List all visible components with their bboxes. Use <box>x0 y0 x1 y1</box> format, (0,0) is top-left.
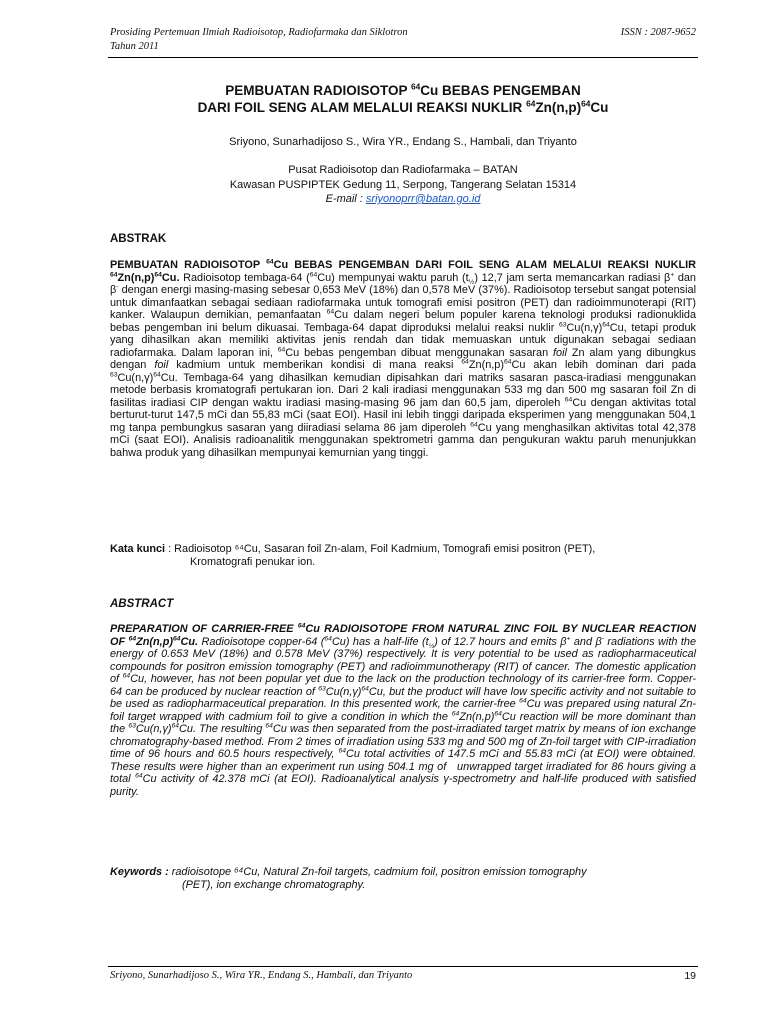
abstract-keywords-label: Keywords : <box>110 866 169 878</box>
footer-authors: Sriyono, Sunarhadijoso S., Wira YR., Endang S., Hambali, dan Triyanto <box>110 970 413 981</box>
email-link[interactable]: sriyonoprr@batan.go.id <box>365 193 481 205</box>
title-line-2: DARI FOIL SENG ALAM MELALUI REAKSI NUKLIR $^{64}Zn(n,p)^{64}Cu$ <box>197 98 609 115</box>
affiliation <box>110 163 696 207</box>
author-list: Sriyono, Sunarhadijoso S., Wira YR., Endang S., Hambali, dan Triyanto <box>229 136 577 148</box>
affiliation-address: Kawasan PUSPIPTEK Gedung 11, Serpong, Tangerang Selatan 15314 <box>229 178 577 191</box>
abstract-body: PREPARATION OF CARRIER-FREE $^{64}$Cu RADIOISOTOPE FROM NATURAL ZINC FOIL BY NUCLEAR REACTION OF $^{64}Zn(n,p)^{64}Cu$. Radioisotope copper-64 ($^{64}$Cu) has a half-life $(t_{\frac{1}{2}})$ of 12.7 hours and emits β+ and β- radiations with the energy of 0.653 MeV (18%) and 0.578 MeV (37%) respectively. It is very potential to be used as radiopharmaceutical compounds for positron emission tomography (PET) and radioimmunotherapy (RIT) of cancer. The domestic application of $^{64}$Cu, however, has not been popular yet due to the lack on the production technology of its carrier-free form. Copper-64 can be produced by nuclear reaction of $^{63}Cu(n,\gamma)^{64}Cu$, but the product will have low specific activity and not suitable to be used as radiopharmaceutical preparation. In this presented work, the carrier-free $^{64}$Cu was prepared using natural Zn-foil target wrapped with cadmium foil to give a condition in which the $^{64}Zn(n,p)^{64}Cu$ reaction will be more dominant than the $^{63}Cu(n,\gamma)^{64}Cu$. The resulting $^{64}$Cu was then separated from the post-irradiated target matrix by means of ion exchange chromatography-based method. From 2 times of irradiation using 533 mg and 500 mg of Zn-foil target with CIP-irradiation time of 96 hours and 60.5 hours respectively, $^{64}$Cu total activities of 147.5 mCi and 55.83 mCi (at EOI) were obtained. These results were higher than an experiment run using 504.1 mg of unwrapped target irradiated for 86 hours giving a total $^{64}$Cu activity of 42.378 mCi (at EOI). Radioanalytical analysis γ-spectrometry and half-life produced with satisfied purity. <box>110 622 697 798</box>
abstract-keywords: Keywords : radioisotope ⁶⁴Cu, Natural Zn-foil targets, cadmium foil, positron emission tomography (PET), ion exchange chromatography. <box>110 866 587 891</box>
footer-rule <box>108 966 698 967</box>
running-header <box>110 26 696 54</box>
title-line-1: PEMBUATAN RADIOISOTOP $^{64}$Cu BEBAS PENGEMBAN <box>225 81 581 98</box>
affiliation-institution: Pusat Radioisotop dan Radiofarmaka – BATAN <box>288 164 518 176</box>
header-rule <box>108 57 698 58</box>
issn: ISSN : 2087-9652 <box>620 27 696 38</box>
paper-title <box>110 82 696 116</box>
page-number: 19 <box>684 970 696 982</box>
affiliation-email: E-mail : sriyonoprr@batan.go.id <box>325 193 481 205</box>
journal-year: Tahun 2011 <box>110 41 159 52</box>
abstrak-keywords: Kata kunci : Radioisotop ⁶⁴Cu, Sasaran foil Zn-alam, Foil Kadmium, Tomografi emisi positron (PET), Kromatografi penukar ion. <box>110 543 596 568</box>
abstrak-heading: ABSTRAK <box>110 233 167 245</box>
running-footer <box>110 970 696 981</box>
abstrak-body: PEMBUATAN RADIOISOTOP $^{64}$Cu BEBAS PENGEMBAN DARI FOIL SENG ALAM MELALUI REAKSI NUKLIR $^{64}Zn(n,p)^{64}Cu$. Radioisotop tembaga-64 ($^{64}$Cu) mempunyai waktu paruh $(t_{\frac{1}{2}})$ 12,7 jam serta memancarkan radiasi β+ dan β- dengan energi masing-masing sebesar 0,653 MeV (18%) dan 0,578 MeV (37%). Radioisotop tersebut sangat potensial untuk dimanfaatkan sebagai sediaan radiofarmaka untuk tomografi emisi positron (PET) dan radioimmunoterapi (RIT) kanker. Walaupun demikian, pemanfaatan $^{64}$Cu dalam negeri belum populer karena teknologi produksi radionuklida bebas pengemban ini belum dikuasai. Tembaga-64 dapat diproduksi melalui reaksi nuklir $^{63}Cu(n,\gamma)^{64}Cu$, tetapi produk yang dihasilkan akan memiliki aktivitas jenis rendah dan tidak memuaskan untuk digunakan sebagai sediaan radiofarmaka. Dalam laporan ini, $^{64}$Cu bebas pengemban dibuat menggunakan sasaran foil Zn alam yang dibungkus dengan foil kadmium untuk memberikan kondisi di mana reaksi $^{64}Zn(n,p)^{64}Cu$ akan lebih dominan dari pada $^{63}Cu(n,\gamma)^{64}Cu$. Tembaga-64 yang dihasilkan kemudian dipisahkan dari matriks sasaran pasca-iradiasi menggunakan metode berbasis kromatografi pertukaran ion. Dari 2 kali iradiasi menggunakan 533 mg dan 500 mg sasaran foil Zn di fasilitas iradiasi CIP dengan waktu iradiasi masing-masing 96 jam dan 60,5 jam, diperoleh $^{64}$Cu dengan aktivitas total berturut-turut 147,5 mCi dan 55,83 mCi (saat EOI). Hasil ini lebih tinggi daripada eksperimen yang menggunakan 504,1 mg tanpa pembungkus sasaran yang diiradiasi selama 86 jam diperoleh $^{64}$Cu yang menghasilkan aktivitas total 42,378 mCi (saat EOI). Analisis radioanalitik menggunakan spektrometri gamma dan pengukuran waktu paruh menunjukkan bahwa produk yang dihasilkan mempunyai kemurnian yang tinggi. <box>110 258 697 459</box>
abstract-heading: ABSTRACT <box>110 598 174 610</box>
journal-name: Prosiding Pertemuan Ilmiah Radioisotop, Radiofarmaka dan Siklotron <box>110 27 408 38</box>
abstrak-keywords-label: Kata kunci <box>110 543 166 555</box>
